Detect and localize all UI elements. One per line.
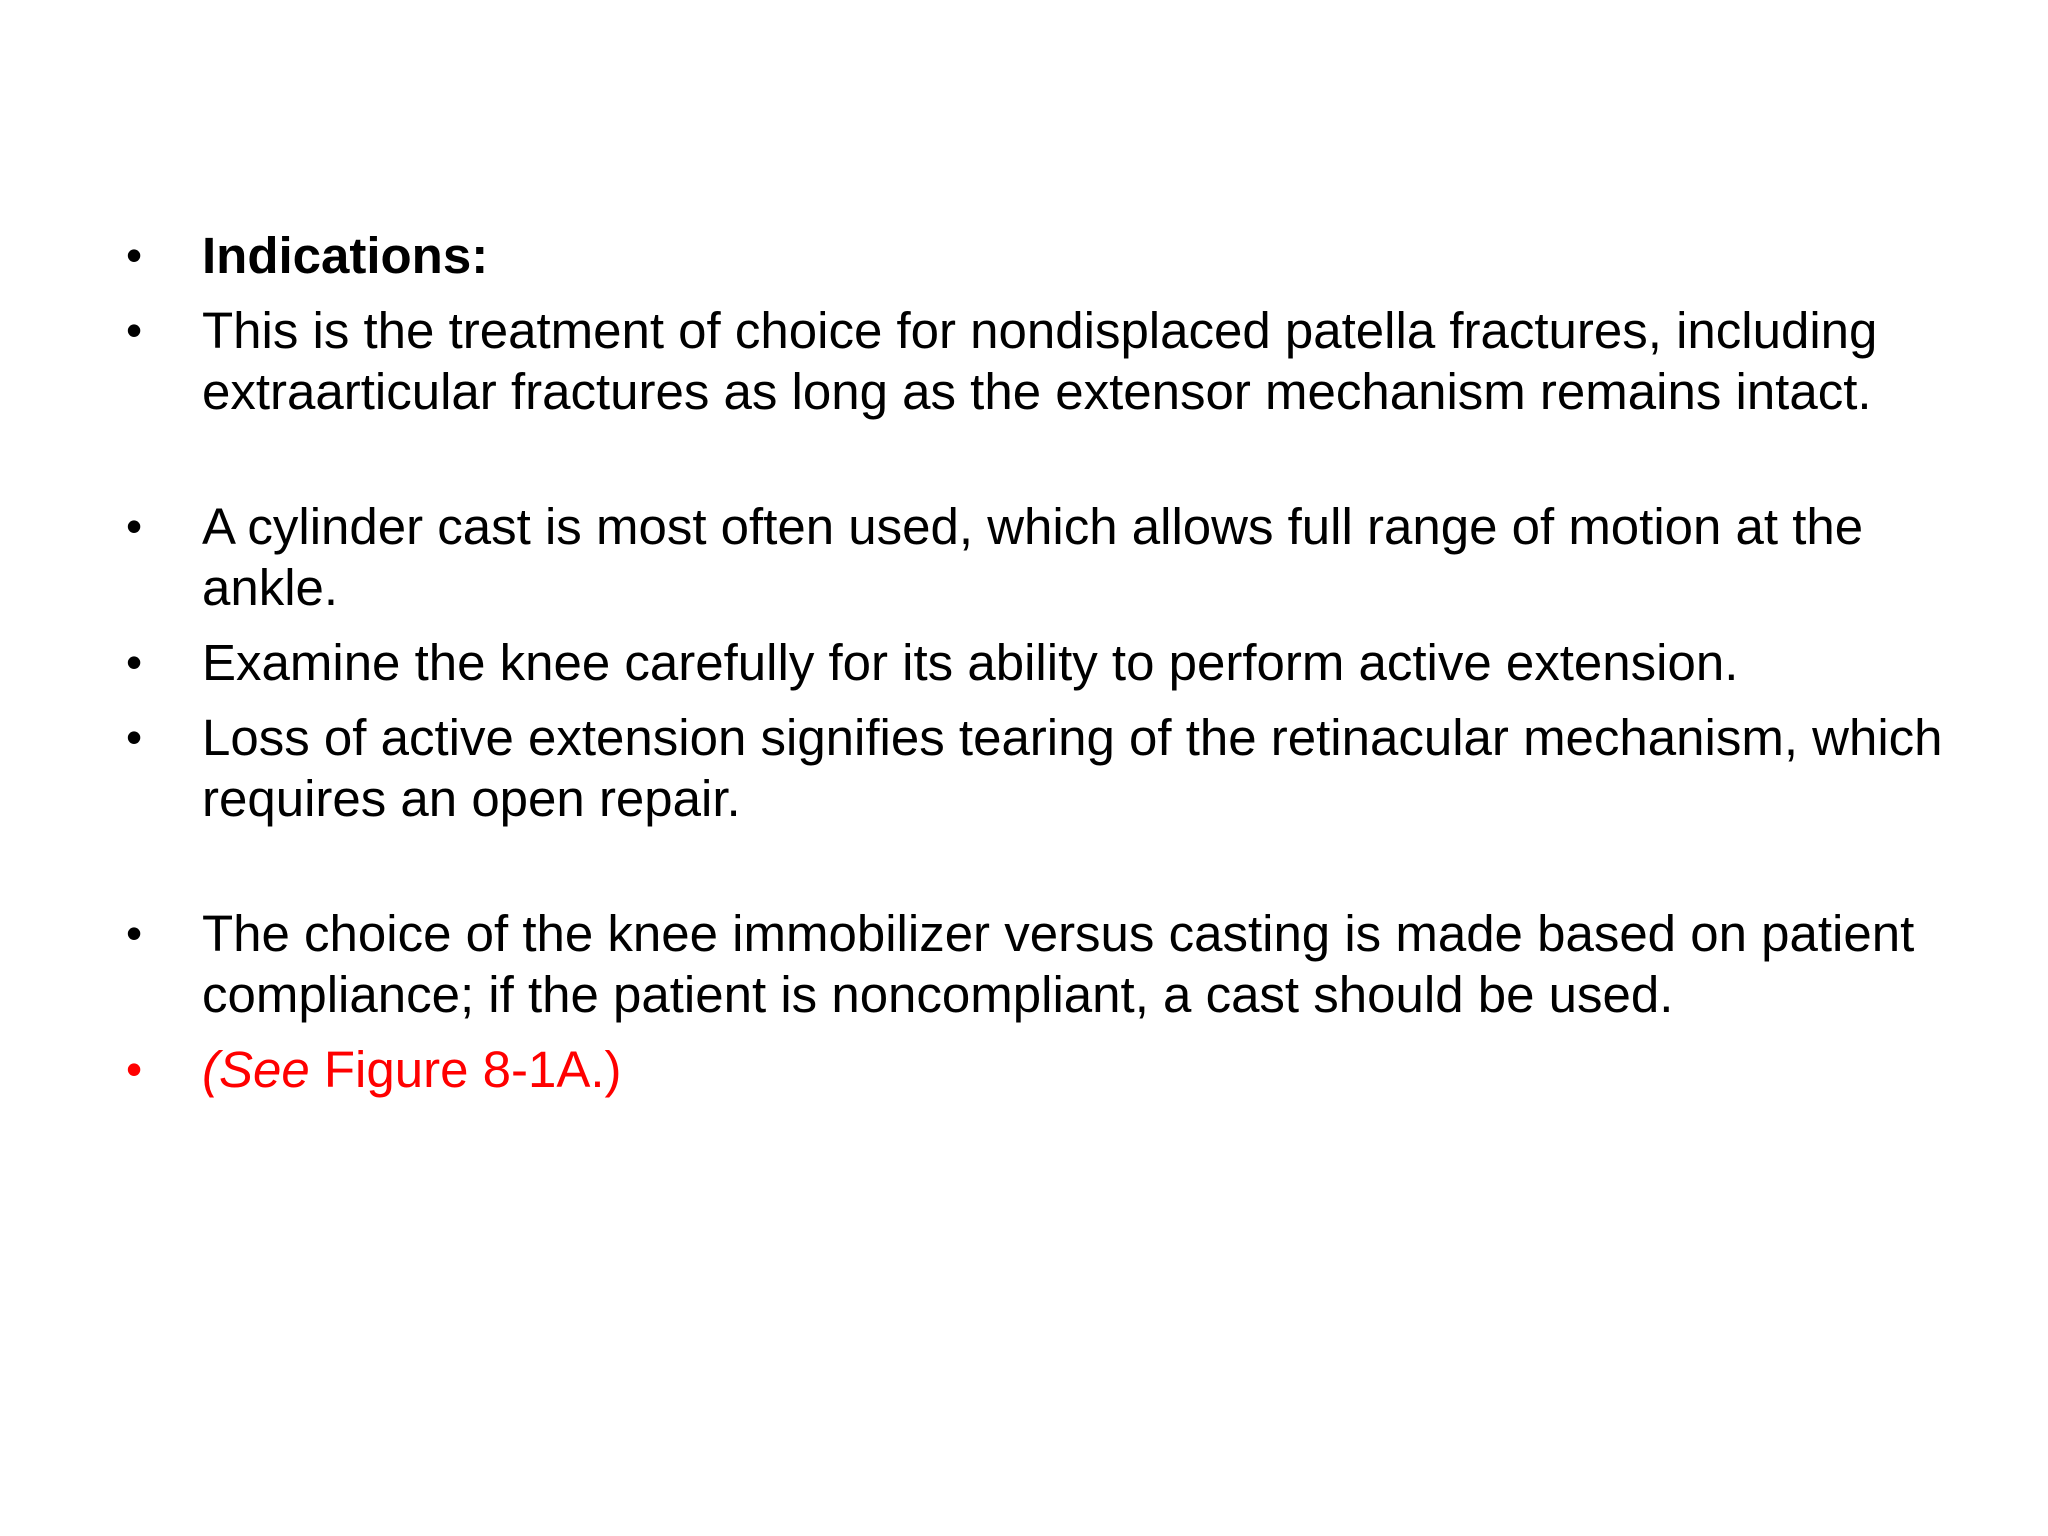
bullet-icon: • [126, 500, 143, 552]
bullet-text: A cylinder cast is most often used, which allows full range of motion at the ankle. [202, 498, 1864, 616]
list-item-examine-knee [118, 632, 1998, 693]
bullet-icon: • [126, 711, 143, 763]
list-item-indications [118, 225, 1998, 286]
list-item-immobilizer-vs-casting [118, 903, 1998, 1025]
bullet-text: The choice of the knee immobilizer versus casting is made based on patient compliance; if the patient is noncompliant, a cast should be used. [202, 905, 1915, 1023]
bullet-icon: • [126, 1043, 143, 1095]
list-item-figure-reference [118, 1039, 1998, 1100]
figure-reference-see: (See [202, 1041, 310, 1098]
bullet-icon: • [126, 304, 143, 356]
bullet-icon: • [126, 636, 143, 688]
list-item-cylinder-cast [118, 496, 1998, 618]
bullet-list [118, 225, 1998, 1100]
indications-heading: Indications: [202, 227, 489, 284]
list-item-loss-of-extension [118, 707, 1998, 829]
bullet-text: Loss of active extension signifies tearing of the retinacular mechanism, which requires an open repair. [202, 709, 1943, 827]
bullet-icon: • [126, 907, 143, 959]
figure-reference-label: Figure 8-1A.) [309, 1041, 622, 1098]
figure-reference [202, 1041, 622, 1098]
bullet-text: This is the treatment of choice for nondisplaced patella fractures, including extraarticular fractures as long as the extensor mechanism remains intact. [202, 302, 1878, 420]
list-item-treatment-of-choice [118, 300, 1998, 422]
bullet-icon: • [126, 229, 143, 281]
bullet-text: Examine the knee carefully for its ability to perform active extension. [202, 634, 1739, 691]
